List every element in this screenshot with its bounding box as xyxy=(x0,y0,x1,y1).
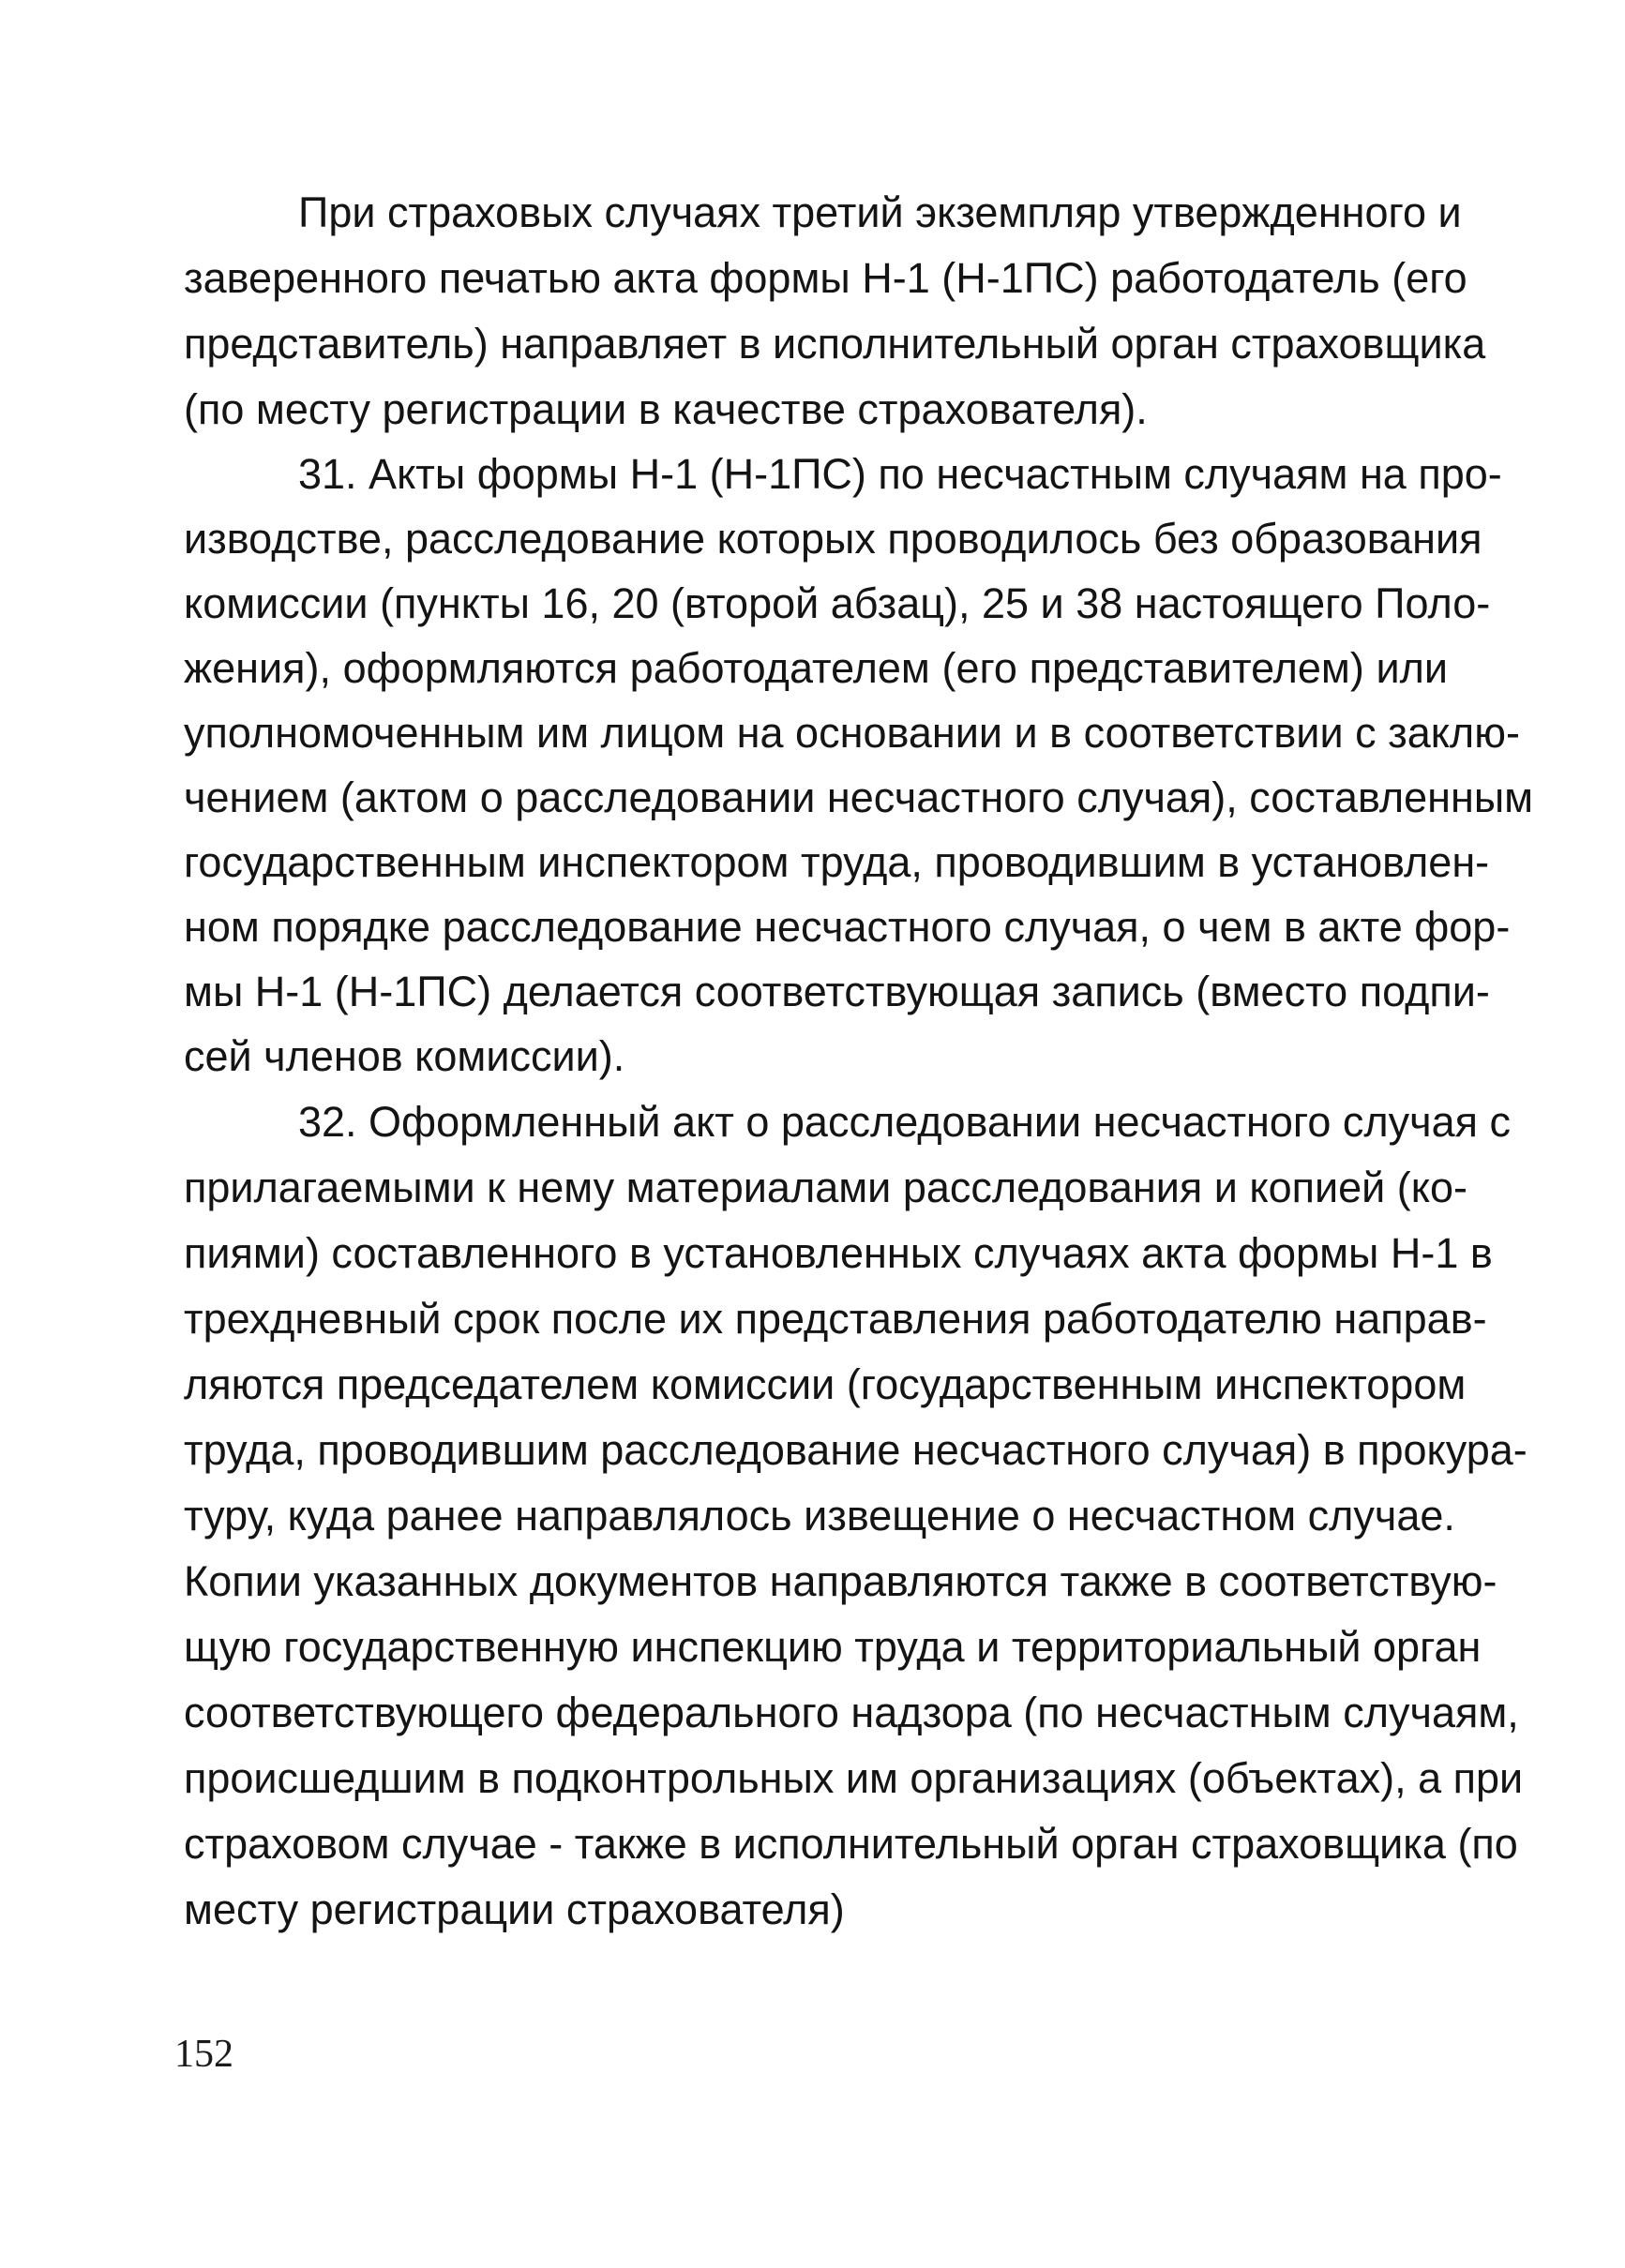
text-line: ляются председателем комиссии (государственным инспектором xyxy=(184,1360,1467,1408)
text-line: щую государственную инспекцию труда и территориальный орган xyxy=(184,1623,1482,1671)
text-line: жения), оформляются работодателем (его представителем) или xyxy=(184,644,1448,692)
text-line: происшедшим в подконтрольных им организациях (объектах), а при xyxy=(184,1754,1524,1802)
text-line: прилагаемыми к нему материалами расследования и копией (ко- xyxy=(184,1164,1467,1211)
text-line: 32. Оформленный акт о расследовании несчастного случая с xyxy=(298,1098,1511,1146)
text-line: государственным инспектором труда, проводившим в установлен- xyxy=(184,838,1490,886)
text-line: (по месту регистрации в качестве страхователя). xyxy=(184,385,1148,433)
text-line: месту регистрации страхователя) xyxy=(184,1885,845,1933)
text-line: ном порядке расследование несчастного случая, о чем в акте фор- xyxy=(184,903,1511,951)
text-line: уполномоченным им лицом на основании и в соответствии с заклю- xyxy=(184,709,1520,757)
text-line: 31. Акты формы Н-1 (Н-1ПС) по несчастным случаям на про- xyxy=(298,450,1502,498)
text-line: трехдневный срок после их представления работодателю направ- xyxy=(184,1295,1487,1343)
text-line: комиссии (пункты 16, 20 (второй абзац), 25 и 38 настоящего Поло- xyxy=(184,579,1491,627)
text-line: чением (актом о расследовании несчастного случая), составленным xyxy=(184,774,1534,821)
text-line: туру, куда ранее направлялось извещение о несчастном случае. xyxy=(184,1492,1455,1540)
text-line: сей членов комиссии). xyxy=(184,1032,625,1080)
text-line: страховом случае - также в исполнительный орган страховщика (по xyxy=(184,1820,1518,1868)
text-line: пиями) составленного в установленных случаях акта формы Н-1 в xyxy=(184,1229,1493,1277)
text-line: изводстве, расследование которых проводилось без образования xyxy=(184,515,1482,563)
page-number: 152 xyxy=(174,2033,233,2076)
text-line: Копии указанных документов направляются также в соответствую- xyxy=(184,1557,1497,1605)
text-line: мы Н-1 (Н-1ПС) делается соответствующая запись (вместо подпи- xyxy=(184,968,1490,1015)
text-line: соответствующего федерального надзора (по несчастным случаям, xyxy=(184,1689,1519,1736)
text-line: заверенного печатью акта формы Н-1 (Н-1ПС) работодатель (его xyxy=(184,254,1467,302)
text-line: труда, проводившим расследование несчастного случая) в прокура- xyxy=(184,1426,1527,1474)
text-line: представитель) направляет в исполнительный орган страховщика xyxy=(184,320,1486,368)
text-line: При страховых случаях третий экземпляр утвержденного и xyxy=(298,188,1462,236)
